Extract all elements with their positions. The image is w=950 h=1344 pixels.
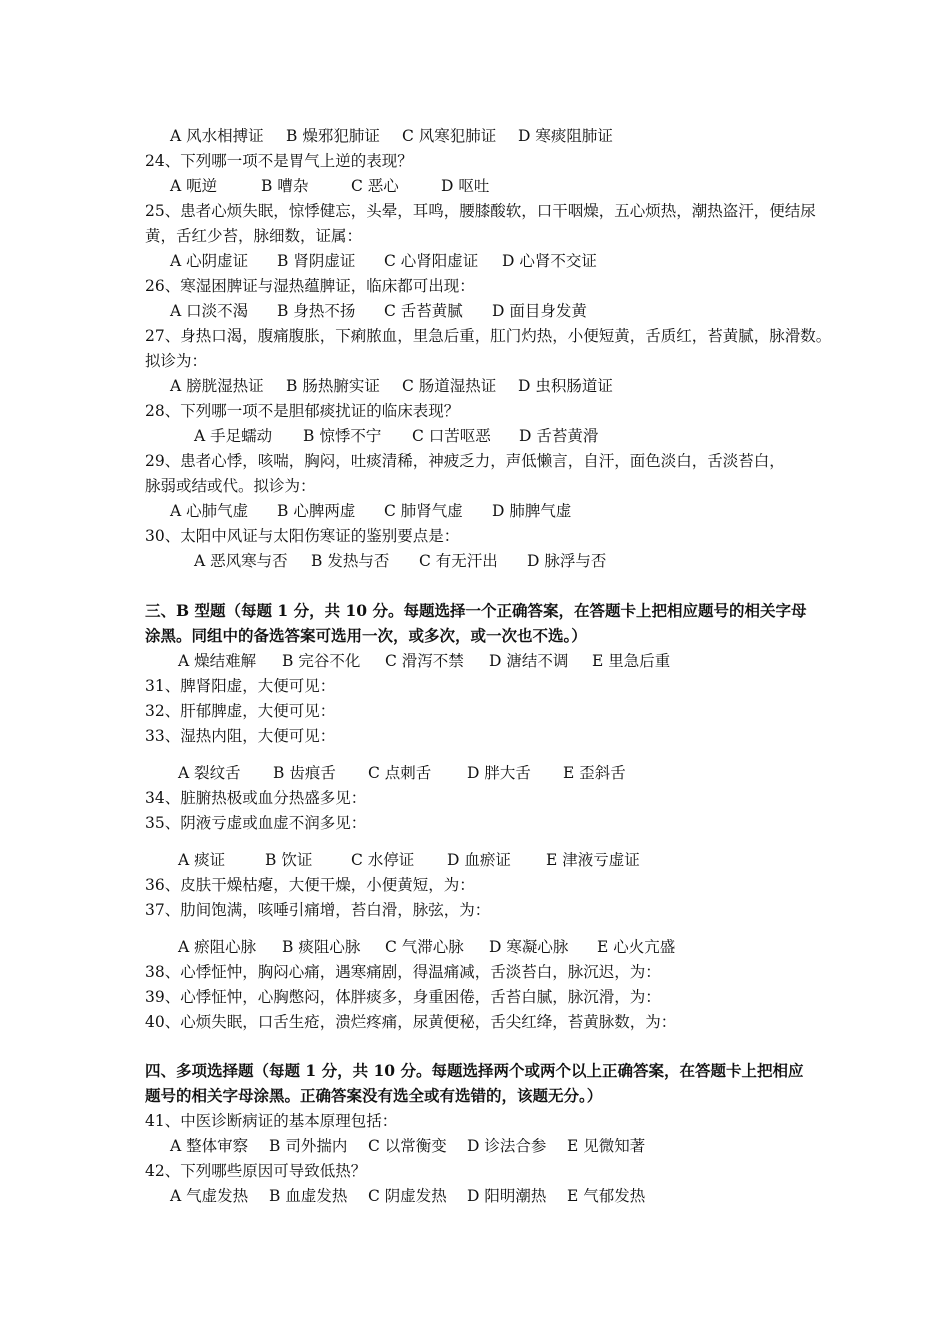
option: C 有无汗出 — [419, 552, 498, 570]
option: E 心火亢盛 — [597, 938, 676, 956]
question-42-stem: 42、下列哪些原因可导致低热？ — [145, 1162, 367, 1180]
question-38: 38、心悸怔忡，胸闷心痛，遇寒痛剧，得温痛减，舌淡苔白，脉沉迟，为： — [145, 963, 661, 981]
question-29-stem-cont: 脉弱或结或代。拟诊为： — [145, 477, 316, 495]
question-26-stem: 26、寒湿困脾证与湿热蕴脾证，临床都可出现： — [145, 277, 475, 295]
option: A 整体审察 — [170, 1137, 249, 1155]
option: B 肾阴虚证 — [277, 252, 356, 270]
option: A 气虚发热 — [170, 1187, 249, 1205]
option: A 风水相搏证 — [170, 127, 264, 145]
option: A 恶风寒与否 — [194, 552, 288, 570]
option: B 心脾两虚 — [277, 502, 356, 520]
question-30-stem: 30、太阳中风证与太阳伤寒证的鉴别要点是： — [145, 527, 460, 545]
option: B 惊悸不宁 — [303, 427, 382, 445]
question-25-stem-cont: 黄，舌红少苔，脉细数，证属： — [145, 227, 363, 245]
option: C 点刺舌 — [368, 764, 432, 782]
option: B 身热不扬 — [277, 302, 356, 320]
question-24-stem: 24、下列哪一项不是胃气上逆的表现？ — [145, 152, 413, 170]
option: B 血虚发热 — [269, 1187, 348, 1205]
option: A 心肺气虚 — [170, 502, 249, 520]
option: C 肺肾气虚 — [384, 502, 463, 520]
question-32: 32、肝郁脾虚，大便可见： — [145, 702, 336, 720]
option: C 恶心 — [351, 177, 399, 195]
option: E 里急后重 — [592, 652, 671, 670]
option: A 瘀阻心脉 — [178, 938, 257, 956]
question-31: 31、脾肾阳虚，大便可见： — [145, 677, 336, 695]
option: C 阴虚发热 — [368, 1187, 447, 1205]
option: C 心肾阳虚证 — [384, 252, 479, 270]
section-3-heading: 三、B 型题（每题 1 分，共 10 分。每题选择一个正确答案，在答题卡上把相应题号的相关字母 — [145, 601, 807, 620]
option: D 面目身发黄 — [492, 302, 587, 320]
question-27-stem: 27、身热口渴，腹痛腹胀，下痢脓血，里急后重，肛门灼热，小便短黄，舌质红，苔黄腻，脉滑数。 — [145, 327, 832, 345]
option: A 口淡不渴 — [170, 302, 249, 320]
option: E 见微知著 — [567, 1137, 646, 1155]
option: D 诊法合参 — [467, 1137, 547, 1155]
section-4-heading: 四、多项选择题（每题 1 分，共 10 分。每题选择两个或两个以上正确答案，在答题卡上把相应 — [145, 1061, 804, 1080]
question-35: 35、阴液亏虚或血虚不润多见： — [145, 814, 367, 832]
option: D 呕吐 — [441, 177, 490, 195]
option: C 口苦呕恶 — [412, 427, 491, 445]
option: B 司外揣内 — [269, 1137, 348, 1155]
option: C 滑泻不禁 — [385, 652, 464, 670]
section-4-heading-cont: 题号的相关字母涂黑。正确答案没有选全或有选错的，该题无分。） — [145, 1086, 603, 1105]
option: A 心阴虚证 — [170, 252, 249, 270]
option: D 溏结不调 — [489, 652, 569, 670]
question-36: 36、皮肤干燥枯瘪，大便干燥，小便黄短，为： — [145, 876, 475, 894]
question-25-stem: 25、患者心烦失眠，惊悸健忘，头晕，耳鸣，腰膝酸软，口干咽燥，五心烦热，潮热盗汗，便结尿 — [145, 202, 816, 220]
option: C 以常衡变 — [368, 1137, 447, 1155]
question-29-stem: 29、患者心悸，咳喘，胸闷，吐痰清稀，神疲乏力，声低懒言，自汗，面色淡白，舌淡苔白， — [145, 452, 785, 470]
option: C 气滞心脉 — [385, 938, 464, 956]
question-33: 33、湿热内阻，大便可见： — [145, 727, 336, 745]
option: A 燥结难解 — [178, 652, 257, 670]
option: B 齿痕舌 — [273, 764, 336, 782]
section-3-heading-cont: 涂黑。同组中的备选答案可选用一次，或多次，或一次也不选。） — [145, 626, 587, 645]
option: E 歪斜舌 — [563, 764, 626, 782]
option: D 舌苔黄滑 — [519, 427, 599, 445]
option: D 寒痰阻肺证 — [518, 127, 613, 145]
question-40: 40、心烦失眠，口舌生疮，溃烂疼痛，尿黄便秘，舌尖红绛，苔黄脉数，为： — [145, 1013, 677, 1031]
option: A 手足蠕动 — [194, 427, 273, 445]
option: B 完谷不化 — [282, 652, 361, 670]
question-39: 39、心悸怔忡，心胸憋闷，体胖痰多，身重困倦，舌苔白腻，脉沉滑，为： — [145, 988, 661, 1006]
question-41-stem: 41、中医诊断病证的基本原理包括： — [145, 1112, 398, 1130]
option: D 脉浮与否 — [527, 552, 607, 570]
question-34: 34、脏腑热极或血分热盛多见： — [145, 789, 367, 807]
option: B 肠热腑实证 — [286, 377, 380, 395]
option: A 呃逆 — [170, 177, 218, 195]
option: C 舌苔黄腻 — [384, 302, 463, 320]
option: E 津液亏虚证 — [546, 851, 640, 869]
option: D 肺脾气虚 — [492, 502, 572, 520]
question-37: 37、肋间饱满，咳唾引痛增，苔白滑，脉弦，为： — [145, 901, 491, 919]
option: C 水停证 — [351, 851, 415, 869]
option: B 饮证 — [265, 851, 313, 869]
option: D 胖大舌 — [467, 764, 531, 782]
question-27-stem-cont: 拟诊为： — [145, 352, 208, 370]
option: C 风寒犯肺证 — [402, 127, 497, 145]
option: D 血瘀证 — [447, 851, 511, 869]
option: D 寒凝心脉 — [489, 938, 569, 956]
option: B 燥邪犯肺证 — [286, 127, 380, 145]
option: A 裂纹舌 — [178, 764, 241, 782]
option: B 痰阻心脉 — [282, 938, 361, 956]
question-28-stem: 28、下列哪一项不是胆郁痰扰证的临床表现？ — [145, 402, 460, 420]
option: D 阳明潮热 — [467, 1187, 547, 1205]
option: A 痰证 — [178, 851, 226, 869]
option: A 膀胱湿热证 — [170, 377, 264, 395]
option: D 虫积肠道证 — [518, 377, 613, 395]
option: B 发热与否 — [311, 552, 390, 570]
option: B 嘈杂 — [261, 177, 309, 195]
option: D 心肾不交证 — [502, 252, 597, 270]
option: C 肠道湿热证 — [402, 377, 497, 395]
option: E 气郁发热 — [567, 1187, 646, 1205]
